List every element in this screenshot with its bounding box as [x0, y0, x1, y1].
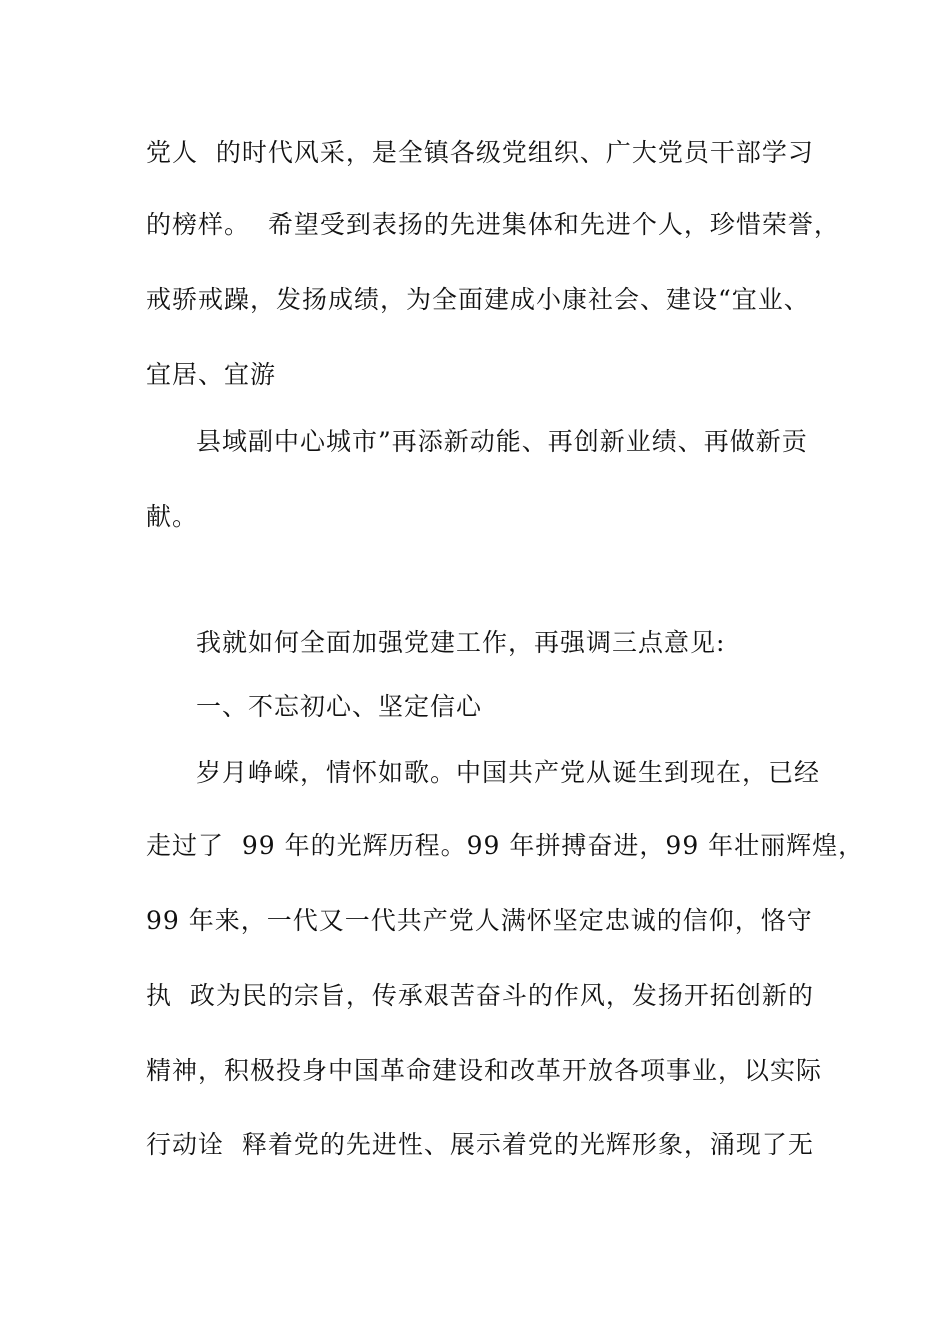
text-line: 岁月峥嵘，情怀如歌。中国共产党从诞生到现在，已经: [196, 758, 821, 787]
text-line: 宜居、宜游: [146, 360, 277, 389]
text-line: 精神，积极投身中国革命建设和改革开放各项事业，以实际: [146, 1056, 823, 1085]
text-line: 献。: [146, 502, 199, 531]
text-line: 行动诠 释着党的先进性、展示着党的光辉形象，涌现了无: [146, 1130, 814, 1159]
text-line: 走过了 99 年的光辉历程。99 年拼搏奋进，99 年壮丽辉煌，: [146, 831, 865, 860]
text-line: 我就如何全面加强党建工作，再强调三点意见:: [196, 628, 726, 657]
text-line: 的榜样。 希望受到表扬的先进集体和先进个人，珍惜荣誉，: [146, 210, 840, 239]
section-heading: 一、不忘初心、坚定信心: [196, 692, 483, 721]
text-line: 戒骄戒躁，发扬成绩，为全面建成小康社会、建设“宜业、: [146, 285, 810, 314]
text-line: 99 年来，一代又一代共产党人满怀坚定忠诚的信仰，恪守: [146, 906, 813, 935]
text-line: 县域副中心城市”再添新动能、再创新业绩、再做新贡: [196, 427, 808, 456]
text-line: 执 政为民的宗旨，传承艰苦奋斗的作风，发扬开拓创新的: [146, 981, 814, 1010]
text-line: 党人 的时代风采，是全镇各级党组织、广大党员干部学习: [146, 138, 814, 167]
